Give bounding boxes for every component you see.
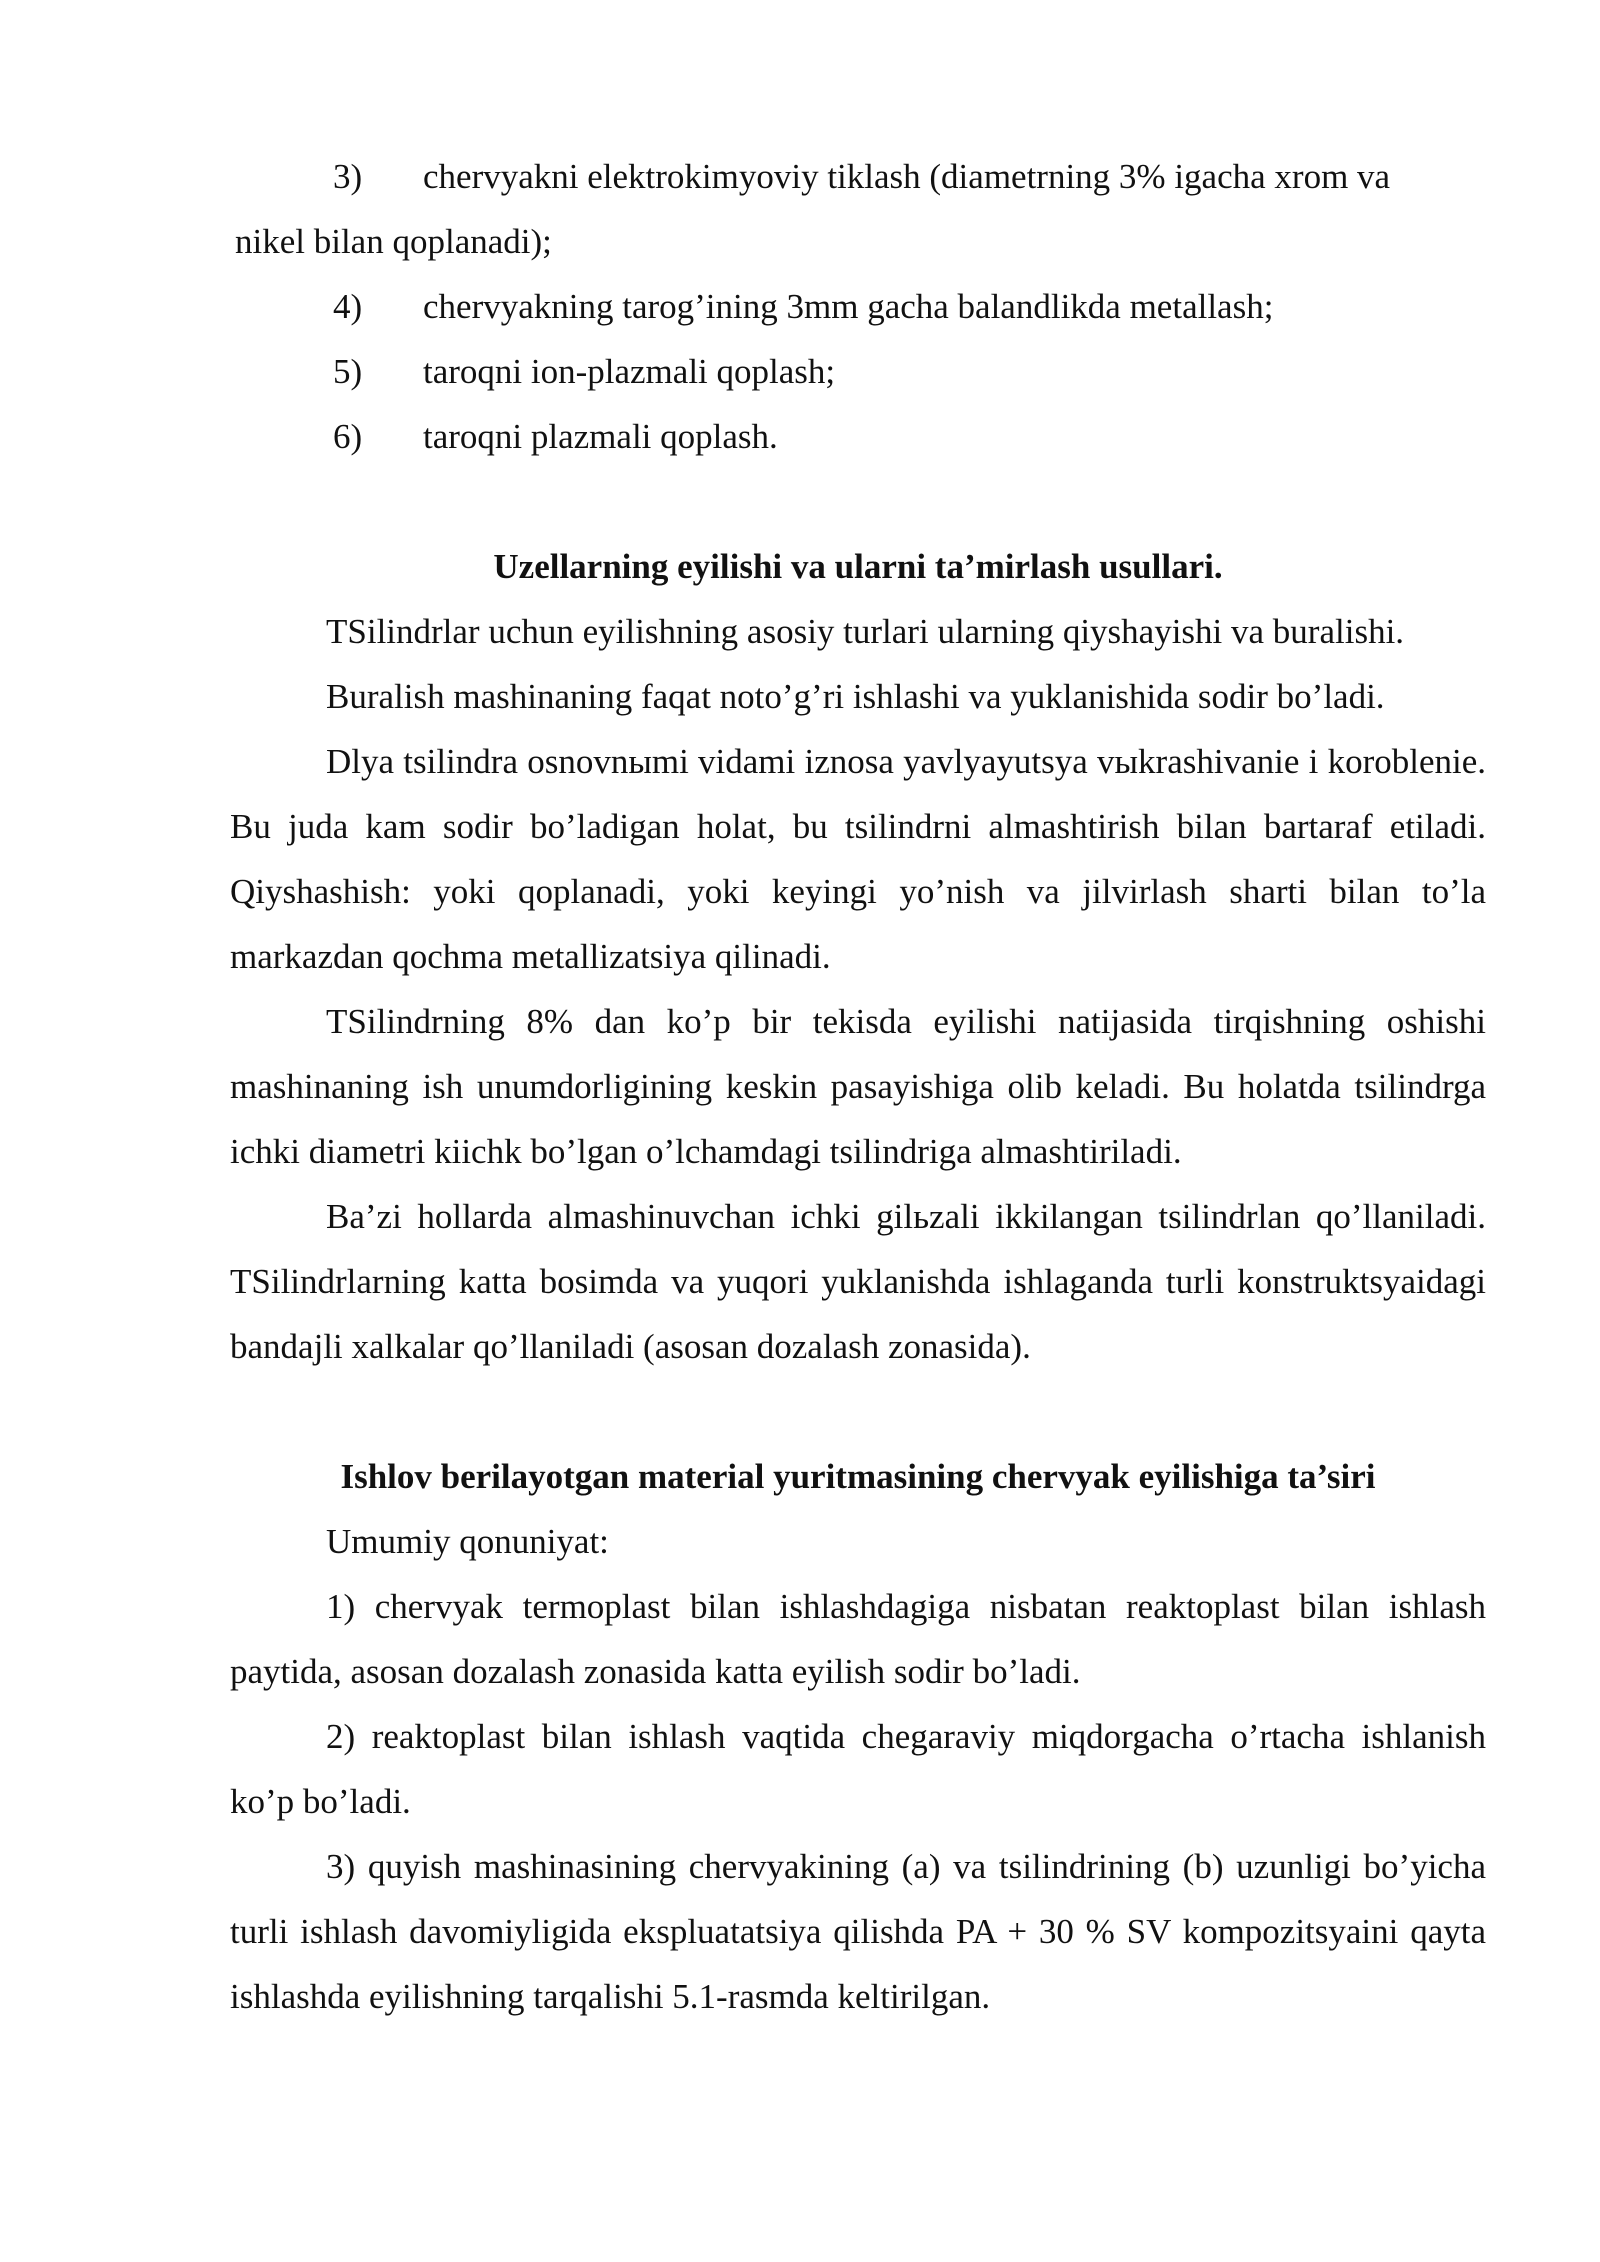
section-heading: Uzellarning eyilishi va ularni ta’mirlash usullari.: [493, 547, 1223, 586]
list-item: [230, 274, 1486, 339]
list-item: [230, 339, 1486, 404]
list-text: taroqni ion-plazmali qoplash;: [423, 352, 836, 391]
list-item: [230, 404, 1486, 469]
paragraph: TSilindrlar uchun eyilishning asosiy turlari ularning qiyshayishi va buralishi.: [326, 612, 1405, 651]
list-text: chervyakning tarog’ining 3mm gacha balandlikda metallash;: [423, 287, 1274, 326]
list-number: 6): [333, 417, 363, 456]
paragraph: Dlya tsilindra osnovnыmi vidami iznosa yavlyayutsya vыkrashivanie i koroblenie. Bu juda kam sodir bo’ladigan holat, bu tsilindrni almashtirish bilan bartaraf etiladi. Qiyshashish: yoki qoplanadi, yoki keyingi yo’nish va jilvirlash sharti bilan to’la markazdan qochma metallizatsiya qilinadi.: [230, 742, 1486, 976]
section-heading: Ishlov berilayotgan material yuritmasining chervyak eyilishiga ta’siri: [340, 1457, 1376, 1496]
paragraph: TSilindrning 8% dan ko’p bir tekisda eyilishi natijasida tirqishning oshishi mashinaning ish unumdorligining keskin pasayishiga olib keladi. Bu holatda tsilindrga ichki diametri kiichk bo’lgan o’lchamdagi tsilindriga almashtiriladi.: [230, 1002, 1486, 1171]
list-number: 3): [333, 157, 363, 196]
paragraph: 3) quyish mashinasining chervyakining (a) va tsilindrining (b) uzunligi bo’yicha turli ishlash davomiyligida ekspluatatsiya qilishda PA + 30 % SV kompozitsyaini qayta ishlashda eyilishning tarqalishi 5.1-rasmda keltirilgan.: [230, 1847, 1486, 2016]
list-item-continuation: nikel bilan qoplanadi);: [235, 222, 552, 261]
list-number: 5): [333, 352, 363, 391]
paragraph: Ba’zi hollarda almashinuvchan ichki gilьzali ikkilangan tsilindrlan qo’llaniladi. TSilindrlarning katta bosimda va yuqori yuklanishda ishlaganda turli konstruktsyaidagi bandajli xalkalar qo’llaniladi (asosan dozalash zonasida).: [230, 1197, 1486, 1366]
list-text: taroqni plazmali qoplash.: [423, 417, 778, 456]
list-item: [230, 144, 1486, 209]
list-number: 4): [333, 287, 363, 326]
paragraph: Buralish mashinaning faqat noto’g’ri ishlashi va yuklanishida sodir bo’ladi.: [326, 677, 1385, 716]
page-content: [230, 144, 1486, 2029]
paragraph: 1) chervyak termoplast bilan ishlashdagiga nisbatan reaktoplast bilan ishlash paytida, asosan dozalash zonasida katta eyilish sodir bo’ladi.: [230, 1587, 1486, 1691]
list-text: chervyakni elektrokimyoviy tiklash (diametrning 3% igacha xrom va: [423, 157, 1391, 196]
paragraph: 2) reaktoplast bilan ishlash vaqtida chegaraviy miqdorgacha o’rtacha ishlanish ko’p bo’ladi.: [230, 1717, 1486, 1821]
paragraph: Umumiy qonuniyat:: [326, 1522, 609, 1561]
